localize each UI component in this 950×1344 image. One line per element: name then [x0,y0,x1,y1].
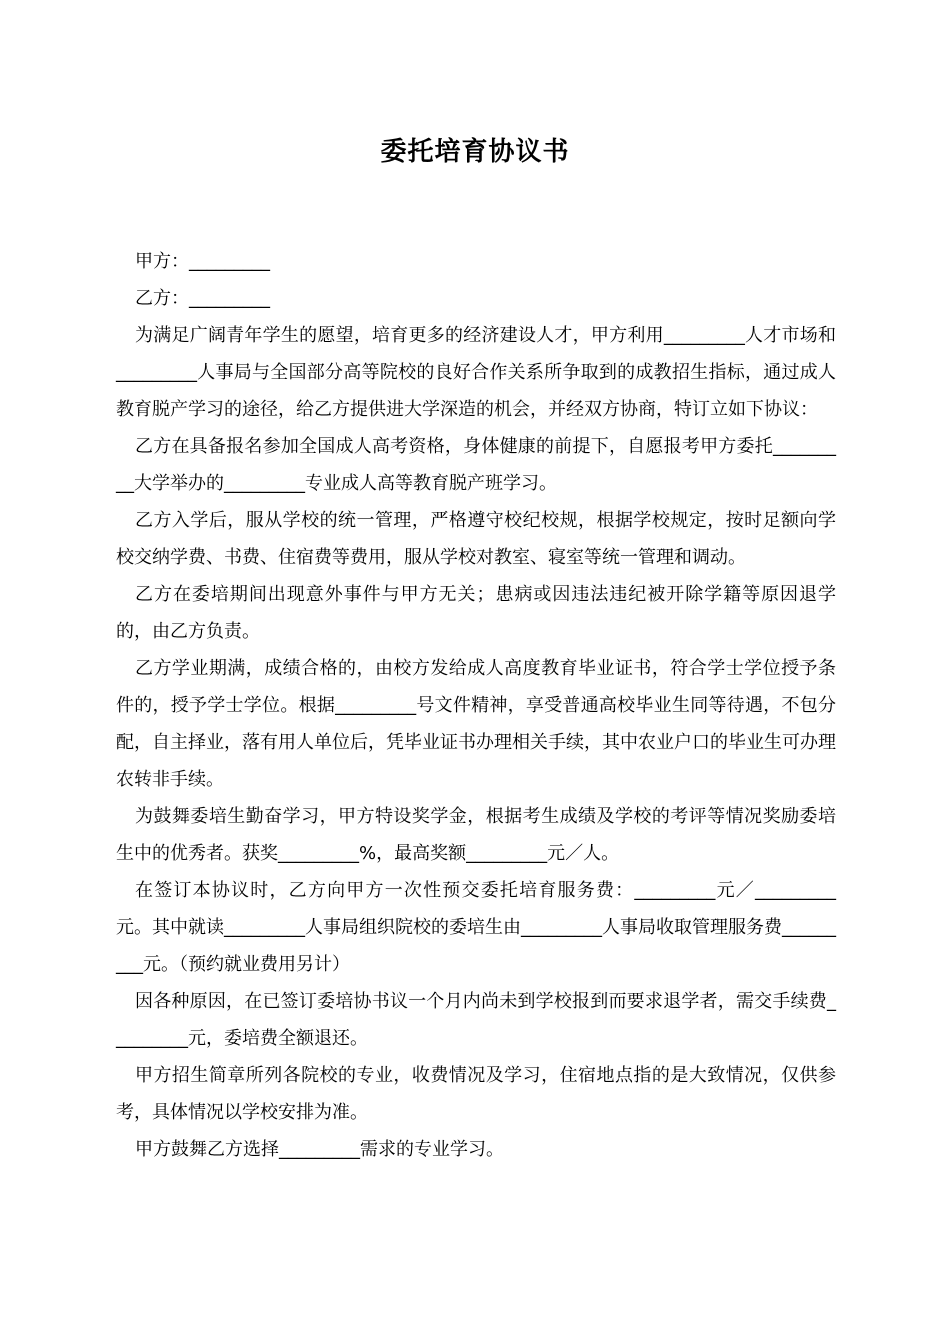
clause-graduation: 乙方学业期满，成绩合格的，由校方发给成人高度教育毕业证书，符合学士学位授予条件的，授予学士学位。根据_________号文件精神，享受普通高校毕业生同等待遇，不包分配，自主择业，落有用人单位后，凭毕业证书办理相关手续，其中农业户口的毕业生可办理农转非手续。 [116,658,836,790]
clause-brochure-notice: 甲方招生简章所列各院校的专业，收费情况及学习，住宿地点指的是大致情况，仅供参考，具体情况以学校安排为准。 [116,1065,836,1123]
clause-service-fee: 在签订本协议时，乙方向甲方一次性预交委托培育服务费：_________元／_________元。其中就读_________人事局组织院校的委培生由_________人事局收取管理服务费_________元。（预约就业费用另计） [116,880,836,975]
party-a-line: 甲方：_________ [135,251,270,272]
document-body [116,243,836,1168]
clause-enrollment: 乙方在具备报名参加全国成人高考资格，身体健康的前提下，自愿报考甲方委托_________大学举办的_________专业成人高等教育脱产班学习。 [116,436,836,494]
clause-major-choice: 甲方鼓舞乙方选择_________需求的专业学习。 [135,1139,504,1160]
document-title: 委托培育协议书 [380,137,570,167]
clause-withdrawal: 因各种原因，在已签订委培协书议一个月内尚未到学校报到而要求退学者，需交手续费_________元，委培费全额退还。 [116,991,836,1049]
party-b-line: 乙方：_________ [135,288,270,309]
clause-school-management: 乙方入学后，服从学校的统一管理，严格遵守校纪校规，根据学校规定，按时足额向学校交纳学费、书费、住宿费等费用，服从学校对教室、寝室等统一管理和调动。 [116,510,836,568]
preamble-paragraph: 为满足广阔青年学生的愿望，培育更多的经济建设人才，甲方利用_________人才市场和_________人事局与全国部分高等院校的良好合作关系所争取到的成教招生指标，通过成人教育脱产学习的途径，给乙方提供进大学深造的机会，并经双方协商，特订立如下协议： [116,325,836,420]
clause-liability: 乙方在委培期间出现意外事件与甲方无关；患病或因违法违纪被开除学籍等原因退学的，由乙方负责。 [116,584,836,642]
clause-scholarship: 为鼓舞委培生勤奋学习，甲方特设奖学金，根据考生成绩及学校的考评等情况奖励委培生中的优秀者。获奖_________%，最高奖额_________元／人。 [116,806,836,864]
